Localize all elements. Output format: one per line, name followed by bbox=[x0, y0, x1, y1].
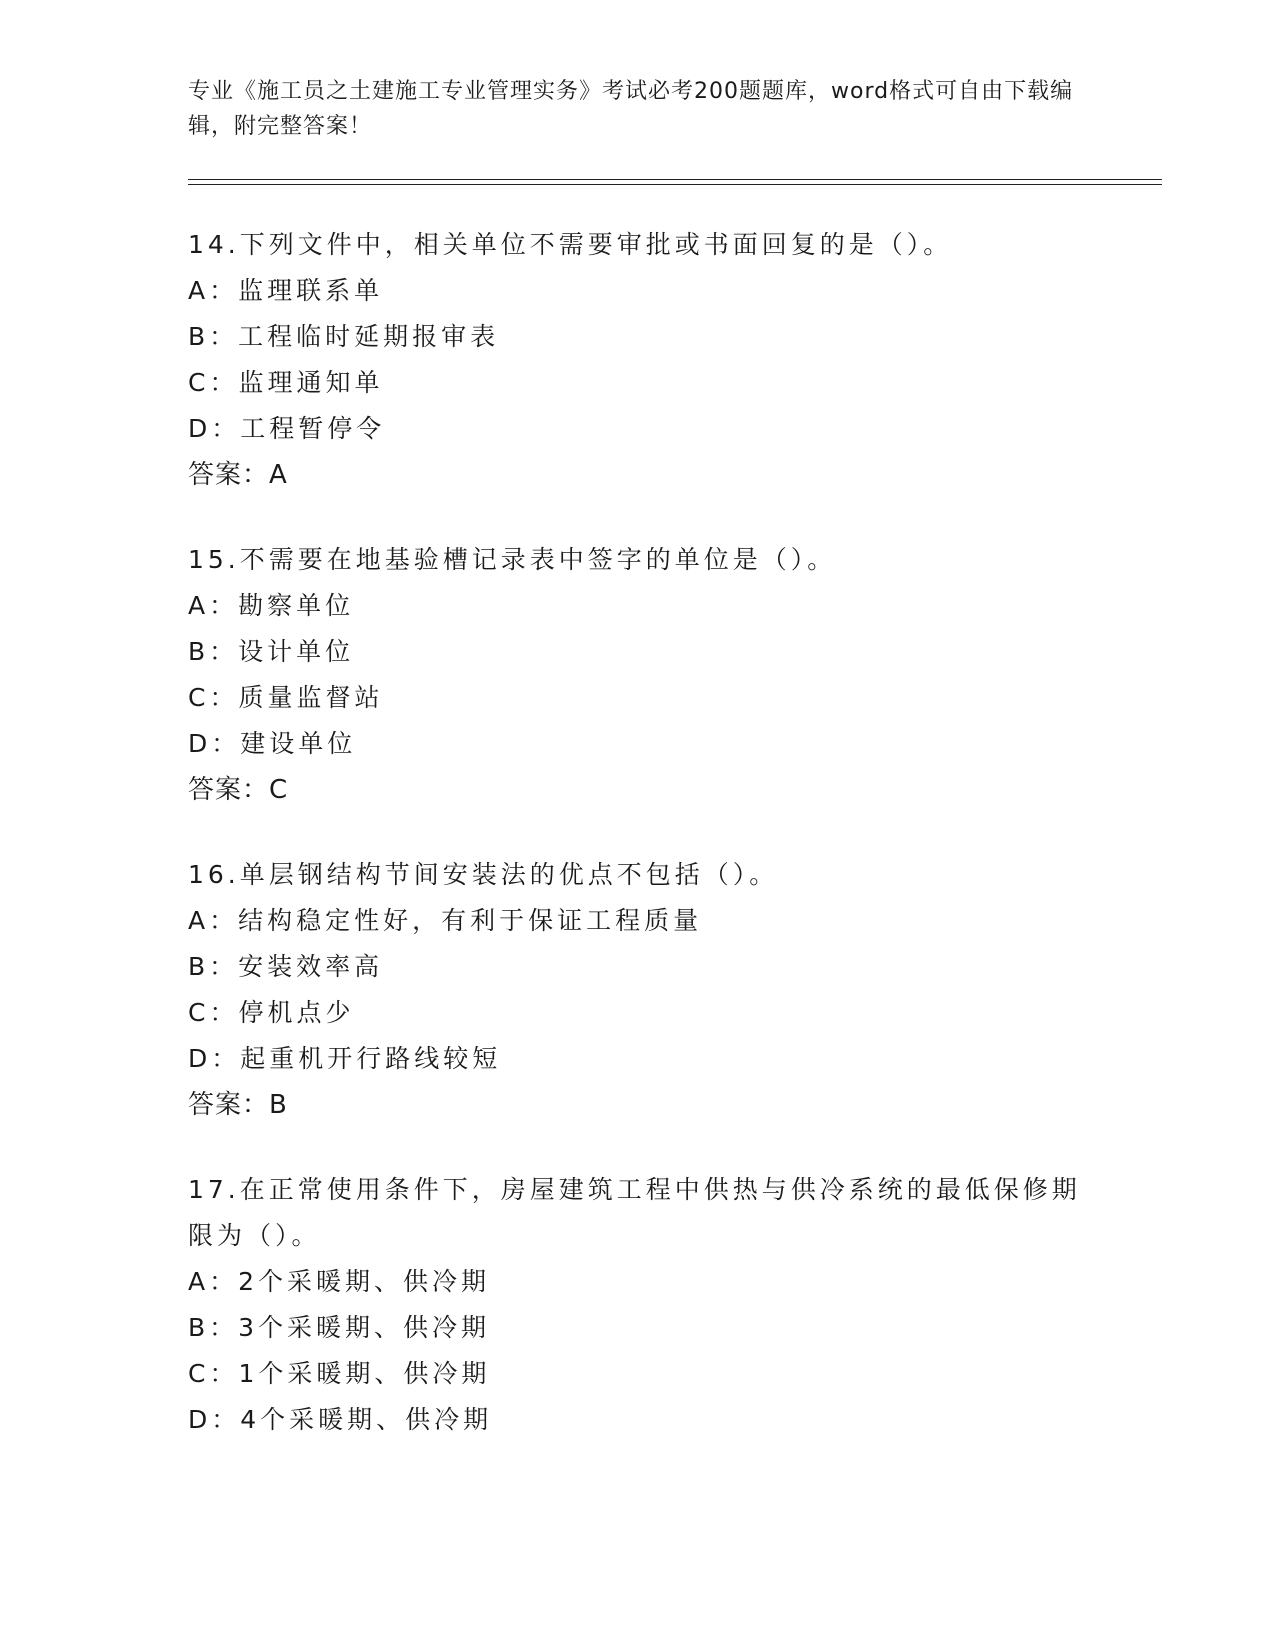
option-a: A：结构稳定性好，有利于保证工程质量 bbox=[188, 906, 703, 935]
header-divider-top bbox=[188, 179, 1162, 180]
question-17 bbox=[188, 1167, 1138, 1443]
question-14 bbox=[188, 222, 1138, 498]
option-c: C：停机点少 bbox=[188, 998, 355, 1027]
option-a: A：监理联系单 bbox=[188, 276, 384, 305]
option-d: D：工程暂停令 bbox=[188, 414, 386, 443]
question-16 bbox=[188, 852, 1138, 1128]
option-b: B：工程临时延期报审表 bbox=[188, 322, 500, 351]
question-15 bbox=[188, 537, 1138, 813]
option-c: C：1个采暖期、供冷期 bbox=[188, 1359, 491, 1388]
option-a: A：勘察单位 bbox=[188, 591, 355, 620]
option-d: D：建设单位 bbox=[188, 729, 357, 758]
header-divider-bottom bbox=[188, 184, 1162, 185]
option-b: B：3个采暖期、供冷期 bbox=[188, 1313, 491, 1342]
answer: 答案：A bbox=[188, 460, 288, 490]
question-stem: 17.在正常使用条件下，房屋建筑工程中供热与供冷系统的最低保修期限为（）。 bbox=[188, 1175, 1081, 1250]
option-b: B：设计单位 bbox=[188, 637, 355, 666]
option-d: D：起重机开行路线较短 bbox=[188, 1044, 502, 1073]
question-stem: 14.下列文件中，相关单位不需要审批或书面回复的是（）。 bbox=[188, 230, 953, 259]
option-c: C：质量监督站 bbox=[188, 683, 384, 712]
document-header: 专业《施工员之土建施工专业管理实务》考试必考200题题库，word格式可自由下载编辑，附完整答案！ bbox=[188, 79, 1074, 139]
option-c: C：监理通知单 bbox=[188, 368, 384, 397]
question-stem: 16.单层钢结构节间安装法的优点不包括（）。 bbox=[188, 860, 779, 889]
option-d: D：4个采暖期、供冷期 bbox=[188, 1405, 493, 1434]
answer: 答案：C bbox=[188, 775, 289, 805]
option-a: A：2个采暖期、供冷期 bbox=[188, 1267, 491, 1296]
question-stem: 15.不需要在地基验槽记录表中签字的单位是（）。 bbox=[188, 545, 837, 574]
option-b: B：安装效率高 bbox=[188, 952, 384, 981]
answer: 答案：B bbox=[188, 1090, 288, 1120]
